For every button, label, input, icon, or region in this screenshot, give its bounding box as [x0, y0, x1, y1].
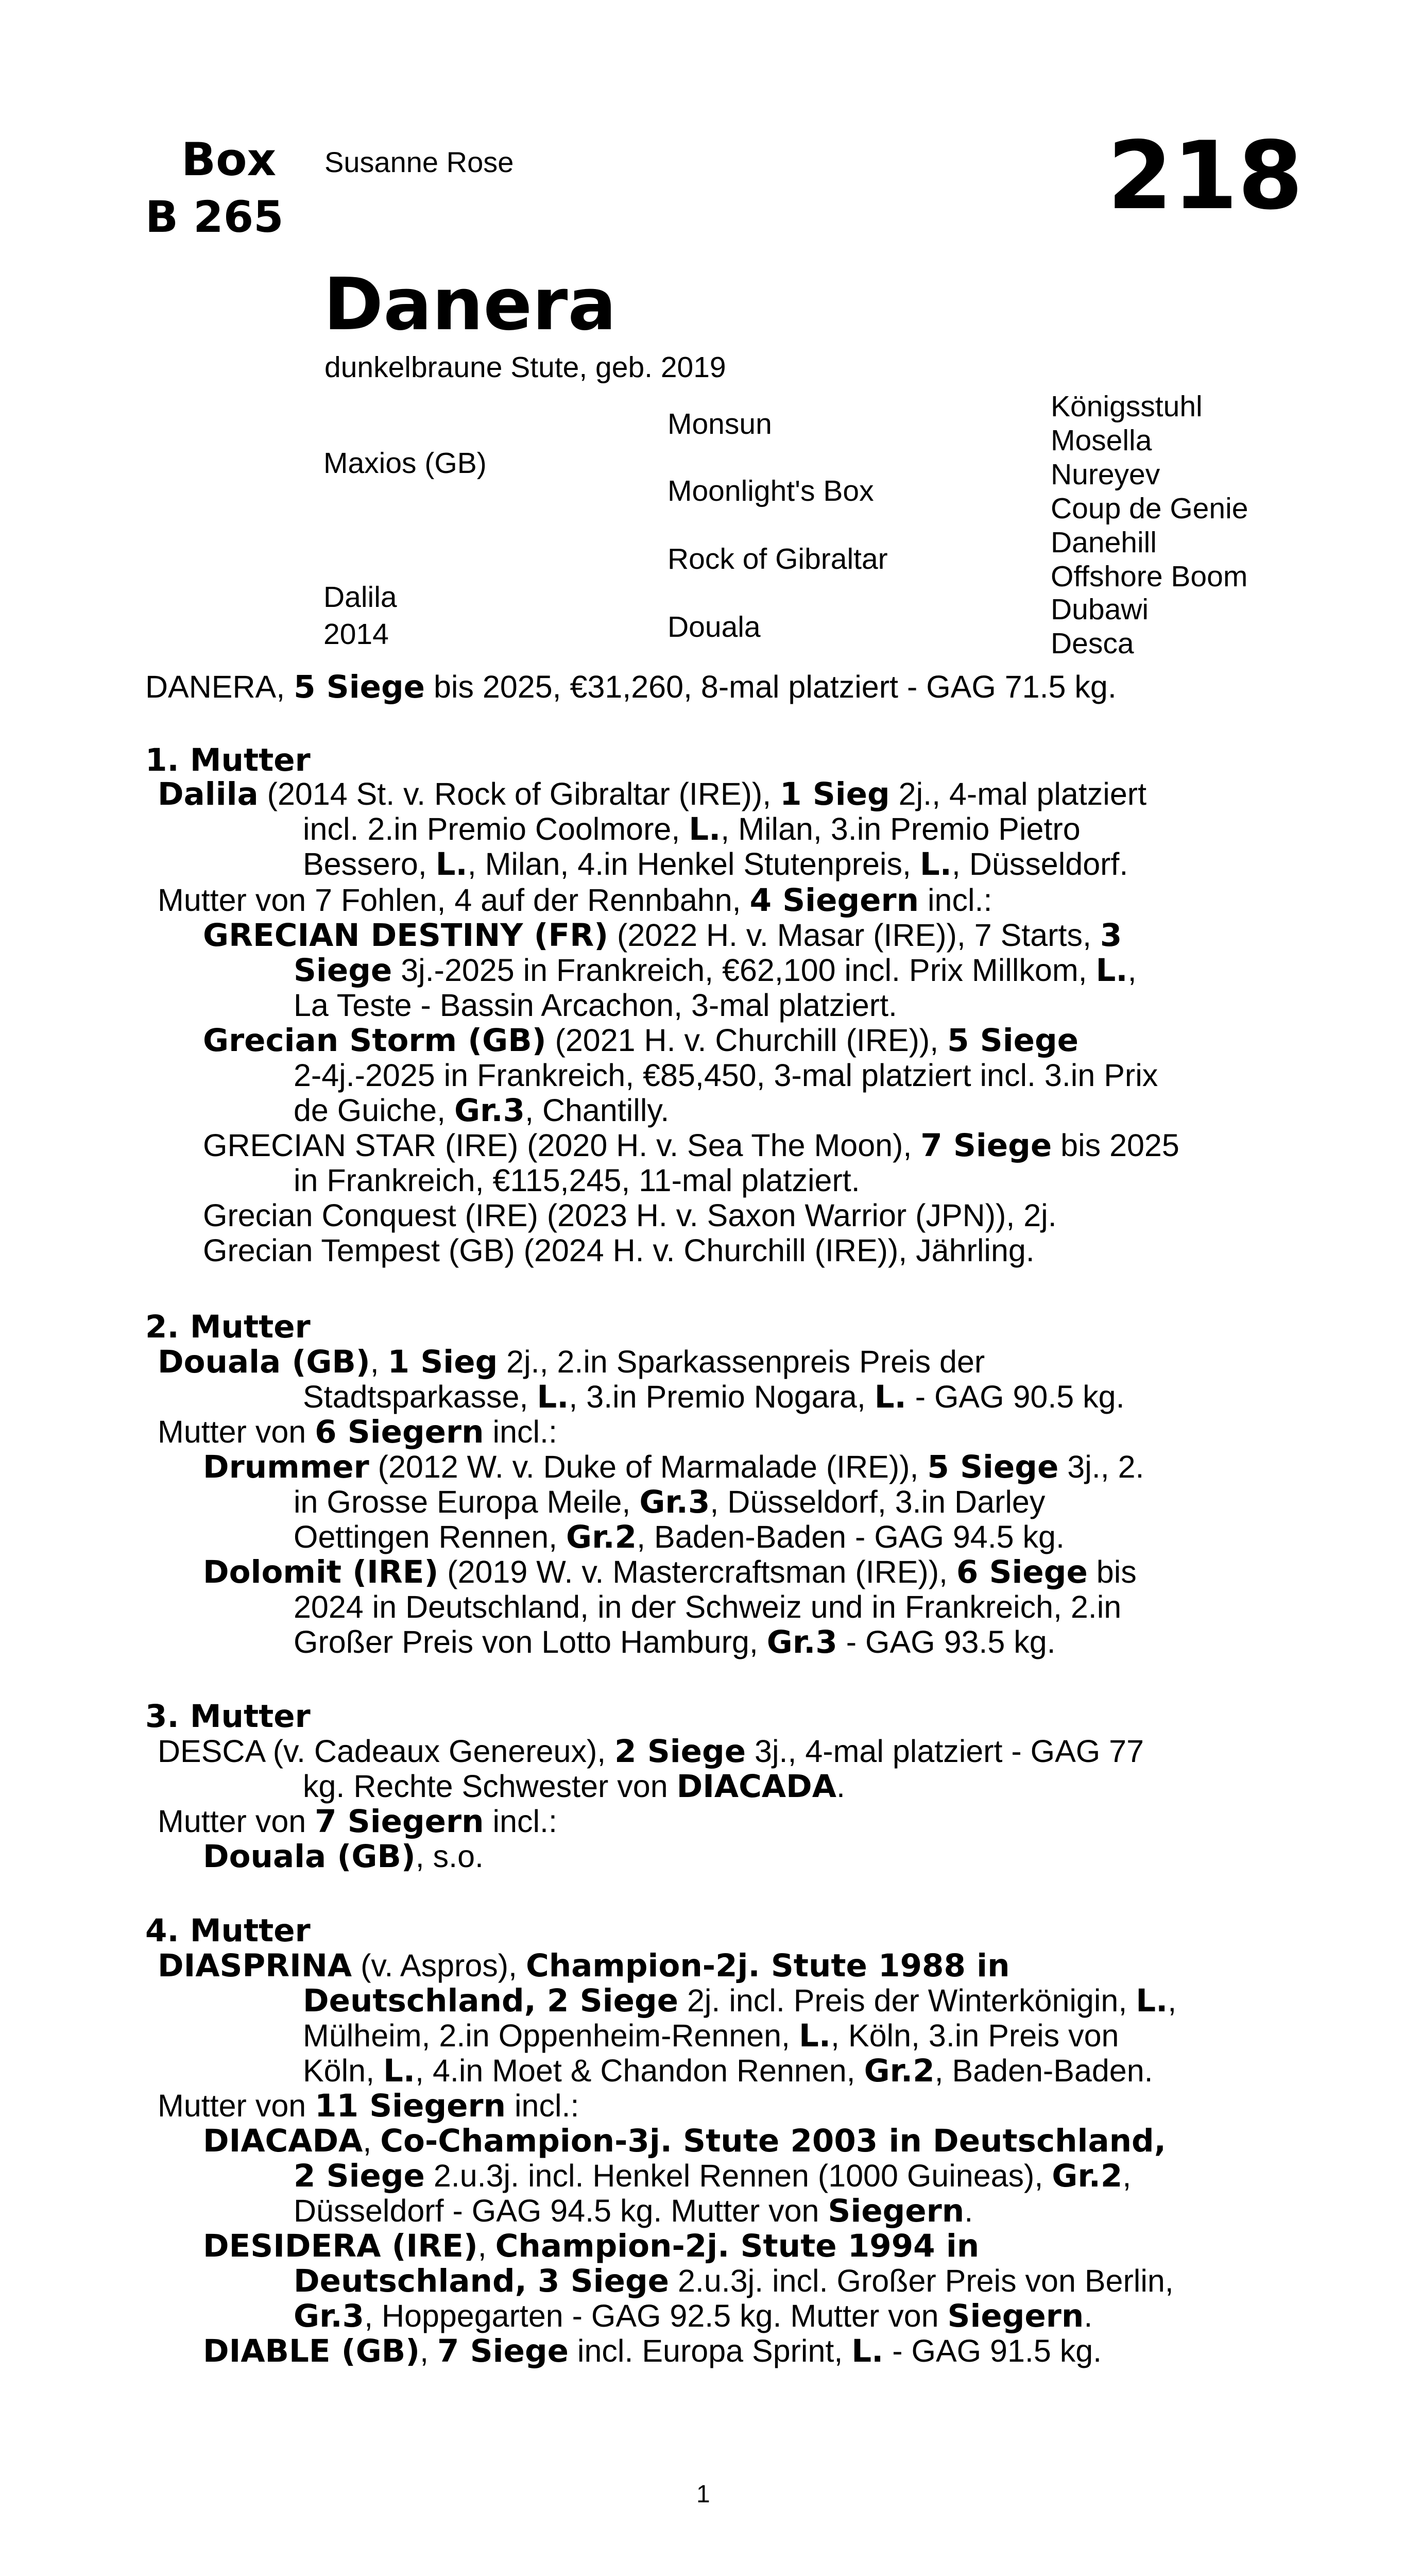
s4-text: , Hoppegarten - GAG 92.5 kg. Mutter von	[364, 2298, 948, 2333]
s2-grade: Gr.3	[639, 1484, 710, 1520]
s4-text: - GAG 91.5 kg.	[883, 2333, 1102, 2368]
s4-winners: Siegern	[947, 2298, 1084, 2334]
s1-line-6	[294, 952, 1137, 989]
s1-text: in Frankreich, €115,245, 11-mal platziert.	[294, 1163, 860, 1198]
s1-text: , Düsseldorf.	[951, 846, 1128, 882]
pedigree-sire-dam: Moonlight's Box	[667, 474, 874, 507]
s3-text: incl.:	[484, 1804, 557, 1839]
pedigree-ggp-2: Mosella	[1051, 424, 1152, 457]
s4-text: , Köln, 3.in Preis von	[831, 2018, 1119, 2053]
s2-text: Mutter von	[158, 1414, 315, 1449]
s4-line-3	[303, 2018, 1119, 2054]
s4-grade: Gr.2	[1052, 2158, 1123, 2194]
s1-text: 3j.-2025 in Frankreich, €62,100 incl. Prix Millkom,	[392, 953, 1096, 988]
s4-offspring-name: DIACADA	[203, 2123, 363, 2159]
s4-title: Deutschland, 2 Siege	[303, 1982, 678, 2019]
s4-title: Champion-2j. Stute 1994 in	[495, 2228, 980, 2264]
s1-grade: L.	[435, 846, 468, 883]
s1-wins: Siege	[294, 952, 392, 989]
s4-text: ,	[363, 2123, 381, 2158]
s4-line-1	[158, 1947, 1010, 1984]
s3-text: , s.o.	[415, 1839, 484, 1874]
s1-line-4	[158, 882, 992, 919]
s4-text: 2.u.3j. incl. Henkel Rennen (1000 Guineas),	[424, 2158, 1052, 2193]
s1-grade: L.	[1095, 952, 1128, 989]
s2-text: 2024 in Deutschland, in der Schweiz und in Frankreich, 2.in	[294, 1589, 1122, 1624]
s3-line-1	[158, 1733, 1144, 1770]
s1-text: , Milan, 4.in Henkel Stutenpreis,	[467, 846, 920, 882]
s1-text: 2-4j.-2025 in Frankreich, €85,450, 3-mal platziert incl. 3.in Prix	[294, 1058, 1158, 1093]
s4-grade: L.	[1136, 1982, 1168, 2019]
s4-text: Mülheim, 2.in Oppenheim-Rennen,	[303, 2018, 799, 2053]
s1-wins: 5 Siege	[947, 1022, 1079, 1059]
s1-text: (2014 St. v. Rock of Gibraltar (IRE)),	[258, 776, 780, 811]
consignor: Susanne Rose	[324, 146, 514, 178]
s2-grade: L.	[537, 1379, 569, 1415]
s1-line-7	[294, 987, 897, 1023]
pedigree-dam-dam: Douala	[667, 611, 761, 643]
s4-offspring-name: DIABLE (GB)	[203, 2333, 420, 2369]
lot-number: 218	[1107, 121, 1303, 230]
s4-wins: 7 Siege	[437, 2333, 569, 2369]
s3-winners: 7 Siegern	[315, 1803, 484, 1840]
s2-grade: L.	[874, 1379, 906, 1415]
s3-wins: 2 Siege	[614, 1733, 746, 1770]
pedigree-sire: Maxios (GB)	[323, 447, 487, 480]
s4-text: Düsseldorf - GAG 94.5 kg. Mutter von	[294, 2193, 828, 2228]
s4-line-12	[203, 2333, 1102, 2369]
s4-line-6	[203, 2123, 1166, 2159]
s1-line-10	[294, 1092, 669, 1129]
s1-text: Bessero,	[303, 846, 436, 882]
s3-sister-name: DIACADA	[676, 1768, 836, 1805]
pedigree-ggp-8: Desca	[1051, 627, 1134, 660]
s3-offspring-name: Douala (GB)	[203, 1838, 416, 1875]
s1-wins: 7 Siege	[920, 1127, 1052, 1164]
s4-text: ,	[1122, 2158, 1132, 2193]
s2-text: , 3.in Premio Nogara,	[569, 1379, 875, 1414]
s2-text: ,	[370, 1344, 388, 1379]
s4-text: incl. Europa Sprint,	[568, 2333, 852, 2368]
box-label: Box	[181, 133, 277, 186]
horse-name: Danera	[323, 263, 617, 347]
s4-text: , 4.in Moet & Chandon Rennen,	[415, 2053, 864, 2088]
s2-line-3	[158, 1414, 557, 1450]
s1-line-9	[294, 1057, 1158, 1093]
pedigree-dam-year: 2014	[323, 618, 389, 651]
s2-line-8	[294, 1589, 1121, 1625]
s1-text: , Chantilly.	[525, 1093, 670, 1128]
box-number: B 265	[145, 192, 284, 242]
s3-text: Mutter von	[158, 1804, 315, 1839]
s2-line-5	[294, 1484, 1045, 1520]
s1-text: 2j., 4-mal platziert	[889, 776, 1147, 811]
s2-text: 2j., 2.in Sparkassenpreis Preis der	[498, 1344, 985, 1379]
s2-wins: 5 Siege	[927, 1449, 1059, 1485]
pedigree-ggp-3: Nureyev	[1051, 458, 1160, 491]
summary-wins: 5 Siege	[294, 669, 425, 705]
s4-winners: Siegern	[828, 2193, 965, 2229]
s1-wins: 1 Sieg	[780, 776, 890, 812]
s2-text: - GAG 90.5 kg.	[906, 1379, 1125, 1414]
s2-grade: Gr.2	[566, 1519, 637, 1555]
s1-text: (2022 H. v. Masar (IRE)), 7 Starts,	[608, 918, 1100, 953]
s2-wins: 6 Siege	[956, 1554, 1088, 1590]
s1-text: incl.:	[919, 883, 992, 918]
s1-line-11	[203, 1127, 1179, 1164]
pedigree-ggp-7: Dubawi	[1051, 593, 1149, 626]
s2-text: Großer Preis von Lotto Hamburg,	[294, 1624, 767, 1659]
s3-text: DESCA (v. Cadeaux Genereux),	[158, 1734, 615, 1769]
s2-text: Stadtsparkasse,	[303, 1379, 537, 1414]
s4-text: ,	[420, 2333, 438, 2368]
s2-text: , Düsseldorf, 3.in Darley	[710, 1484, 1046, 1519]
horse-description: dunkelbraune Stute, geb. 2019	[324, 351, 726, 384]
s4-wins: 2 Siege	[294, 2158, 425, 2194]
s4-text: (v. Aspros),	[352, 1948, 526, 1983]
s4-offspring-name: DESIDERA (IRE)	[203, 2228, 478, 2264]
pedigree-ggp-4: Coup de Genie	[1051, 492, 1248, 525]
s4-text: 2.u.3j. incl. Großer Preis von Berlin,	[669, 2263, 1174, 2298]
s1-text: , Milan, 3.in Premio Pietro	[721, 811, 1081, 846]
s4-text: .	[1084, 2298, 1093, 2333]
section-3-heading: 3. Mutter	[145, 1698, 311, 1735]
pedigree-sire-sire: Monsun	[667, 408, 772, 440]
s4-text: , Baden-Baden.	[934, 2053, 1153, 2088]
s1-text: (2021 H. v. Churchill (IRE)),	[546, 1023, 948, 1058]
s1-winners: 4 Siegern	[749, 882, 919, 919]
s1-line-5	[203, 917, 1122, 954]
s4-title: Co-Champion-3j. Stute 2003 in Deutschland,	[380, 2123, 1166, 2159]
section-1-heading: 1. Mutter	[145, 742, 311, 778]
s1-text: incl. 2.in Premio Coolmore,	[303, 811, 689, 846]
s4-text: ,	[1168, 1983, 1177, 2018]
section-2-heading: 2. Mutter	[145, 1309, 311, 1345]
s4-grade: L.	[383, 2053, 416, 2089]
s4-grade: Gr.2	[864, 2053, 935, 2089]
s2-line-7	[203, 1554, 1137, 1590]
s2-text: 3j., 2.	[1058, 1449, 1144, 1484]
s2-horse-name: Douala (GB)	[158, 1344, 370, 1380]
s2-line-2	[303, 1379, 1125, 1415]
s4-title: Champion-2j. Stute 1988 in	[525, 1947, 1010, 1984]
s3-text: .	[836, 1769, 845, 1804]
s1-text: ,	[1127, 953, 1137, 988]
s4-line-5	[158, 2088, 579, 2124]
s4-winners: 11 Siegern	[315, 2088, 506, 2124]
s1-offspring-name: GRECIAN DESTINY (FR)	[203, 917, 609, 954]
race-summary	[145, 669, 1117, 705]
s4-line-9	[203, 2228, 979, 2264]
s2-line-6	[294, 1519, 1065, 1555]
s1-text: GRECIAN STAR (IRE) (2020 H. v. Sea The Moon),	[203, 1128, 921, 1163]
s2-text: (2012 W. v. Duke of Marmalade (IRE)),	[369, 1449, 928, 1484]
s1-line-14	[203, 1232, 1035, 1268]
s2-text: - GAG 93.5 kg.	[837, 1624, 1056, 1659]
s1-wins: 3	[1100, 917, 1122, 954]
s4-text: incl.:	[506, 2088, 579, 2123]
s4-line-10	[294, 2263, 1174, 2299]
page-number: 1	[696, 2481, 710, 2508]
s1-line-13	[203, 1197, 1057, 1233]
summary-name: DANERA,	[145, 669, 294, 704]
s1-line-1	[158, 776, 1146, 812]
s2-text: Oettingen Rennen,	[294, 1519, 567, 1554]
s4-horse-name: DIASPRINA	[158, 1947, 352, 1984]
pedigree-dam: Dalila	[323, 581, 397, 614]
s3-line-4	[203, 1838, 484, 1875]
s1-text: de Guiche,	[294, 1093, 454, 1128]
pedigree-dam-sire: Rock of Gibraltar	[667, 543, 888, 575]
s2-grade: Gr.3	[766, 1624, 837, 1660]
s2-line-9	[294, 1624, 1056, 1660]
s4-line-4	[303, 2053, 1153, 2089]
s3-line-3	[158, 1803, 557, 1840]
s2-text: incl.:	[484, 1414, 557, 1449]
s4-grade: L.	[798, 2018, 831, 2054]
summary-rest: bis 2025, €31,260, 8-mal platziert - GAG 71.5 kg.	[425, 669, 1117, 704]
s2-line-1	[158, 1344, 985, 1380]
s2-wins: 1 Sieg	[387, 1344, 498, 1380]
s4-text: Köln,	[303, 2053, 383, 2088]
s1-grade: L.	[919, 846, 952, 883]
s2-offspring-name: Drummer	[203, 1449, 369, 1485]
s4-text: Mutter von	[158, 2088, 315, 2123]
s4-line-7	[294, 2158, 1131, 2194]
section-4-heading: 4. Mutter	[145, 1912, 311, 1949]
s3-line-2	[303, 1768, 845, 1805]
s1-line-3	[303, 846, 1128, 883]
s4-line-2	[303, 1982, 1176, 2019]
pedigree-ggp-5: Danehill	[1051, 526, 1157, 559]
s1-grade: L.	[689, 811, 721, 848]
s1-line-12	[294, 1162, 860, 1198]
s4-line-11	[294, 2298, 1092, 2334]
s2-text: , Baden-Baden - GAG 94.5 kg.	[637, 1519, 1065, 1554]
s2-winners: 6 Siegern	[315, 1414, 484, 1450]
s4-text: .	[964, 2193, 973, 2228]
s1-text: bis 2025	[1052, 1128, 1179, 1163]
s1-text: La Teste - Bassin Arcachon, 3-mal platziert.	[294, 988, 897, 1023]
s4-grade: L.	[851, 2333, 884, 2369]
s2-text: bis	[1087, 1554, 1137, 1589]
s2-line-4	[203, 1449, 1144, 1485]
s4-text: ,	[477, 2228, 495, 2263]
s4-grade: Gr.3	[294, 2298, 365, 2334]
s1-text: Mutter von 7 Fohlen, 4 auf der Rennbahn,	[158, 883, 750, 918]
s3-text: 3j., 4-mal platziert - GAG 77	[746, 1734, 1144, 1769]
s4-line-8	[294, 2193, 973, 2229]
s3-text: kg. Rechte Schwester von	[303, 1769, 677, 1804]
s1-text: Grecian Tempest (GB) (2024 H. v. Churchill (IRE)), Jährling.	[203, 1233, 1035, 1268]
s1-horse-name: Dalila	[158, 776, 259, 812]
s1-text: Grecian Conquest (IRE) (2023 H. v. Saxon Warrior (JPN)), 2j.	[203, 1198, 1057, 1233]
s1-offspring-name: Grecian Storm (GB)	[203, 1022, 546, 1059]
s1-line-2	[303, 811, 1081, 848]
s4-text: 2j. incl. Preis der Winterkönigin,	[678, 1983, 1136, 2018]
s4-title: Deutschland, 3 Siege	[294, 2263, 669, 2299]
s2-text: in Grosse Europa Meile,	[294, 1484, 640, 1519]
s2-text: (2019 W. v. Mastercraftsman (IRE)),	[438, 1554, 956, 1589]
pedigree-ggp-6: Offshore Boom	[1051, 560, 1248, 593]
s1-grade: Gr.3	[454, 1092, 525, 1129]
s1-line-8	[203, 1022, 1078, 1059]
pedigree-ggp-1: Königsstuhl	[1051, 390, 1203, 423]
s2-offspring-name: Dolomit (IRE)	[203, 1554, 439, 1590]
